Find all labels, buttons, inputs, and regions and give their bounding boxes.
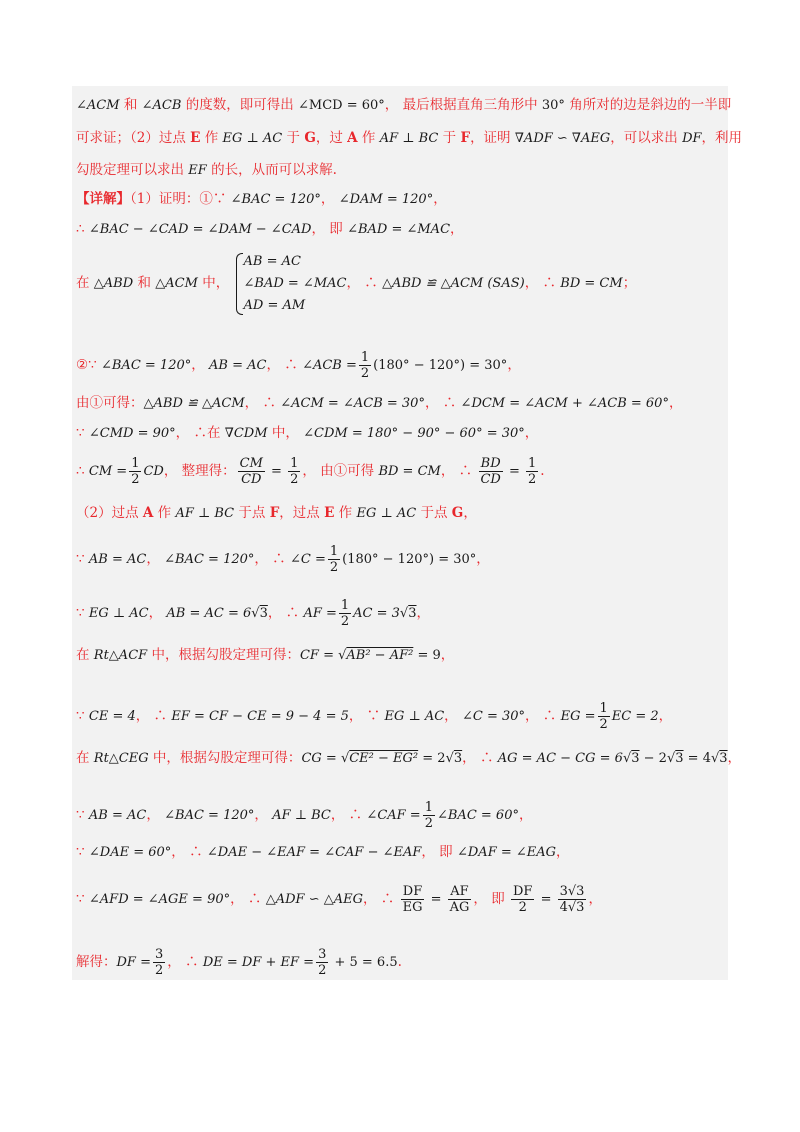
radicand: CE² − EG² [349, 751, 419, 766]
sqrt: √3 [710, 751, 728, 766]
math: △ABD ≌ △ACM [143, 396, 245, 411]
math: ∠CAF = [366, 808, 421, 823]
math: = [504, 464, 524, 479]
text: 于点 [416, 505, 452, 521]
math: = 9 [413, 648, 441, 663]
detail-line-6 [76, 423, 538, 444]
fraction [359, 350, 371, 381]
text: ， ∴ [525, 708, 561, 724]
text: ， [146, 807, 165, 823]
numerator: 1 [131, 456, 140, 471]
point-label: A [142, 505, 154, 521]
text: ， ∴ [330, 807, 367, 823]
numerator: 1 [329, 544, 339, 559]
denominator: 2 [131, 472, 140, 487]
math: 30° [541, 98, 565, 113]
denominator: 2 [318, 963, 327, 978]
text: ， [433, 191, 447, 207]
numerator: DF [402, 884, 423, 899]
math: Rt△CEG [93, 751, 149, 766]
text: 作 [200, 130, 223, 146]
text: ， 即 [421, 844, 457, 860]
text: ， ∴ [135, 708, 172, 724]
text: ， ∴ [346, 275, 383, 291]
denominator: CD [241, 472, 262, 487]
fraction [526, 456, 538, 487]
numerator: 3√3 [559, 884, 585, 899]
text: ， [450, 221, 464, 237]
text: 角所对的边是斜边的一半即 [564, 97, 732, 113]
denominator: CD [480, 472, 501, 487]
text: 和 [133, 275, 156, 291]
denominator: EG [402, 900, 423, 915]
math: ∠DAF = ∠EAG [456, 845, 557, 860]
math: △ABD ≌ △ACM (SAS) [382, 276, 525, 291]
denominator: 2 [424, 816, 433, 831]
fraction [511, 884, 534, 915]
text: ， ∴在 [175, 425, 225, 441]
detail-line-4 [76, 350, 521, 381]
fraction [238, 456, 265, 487]
numerator: 3 [154, 947, 164, 962]
math: BD = CM [378, 464, 441, 479]
math: EC = 2 [611, 709, 659, 724]
sqrt: √3 [445, 751, 463, 766]
math: CD [143, 464, 164, 479]
point-label: G [304, 130, 316, 146]
math: ∠CMD = 90° [88, 426, 176, 441]
text: 作 [153, 505, 176, 521]
text: 于 [282, 130, 305, 146]
text: ∵ [76, 844, 89, 860]
text: . [397, 954, 402, 970]
text: ，过 [315, 130, 348, 146]
math: EG ⊥ AC [88, 606, 149, 621]
text: . [540, 463, 545, 479]
fraction [328, 544, 340, 575]
text: ， ∵ [348, 708, 385, 724]
math: AF ⊥ BC [379, 131, 439, 146]
math: AG = AC − CG = 6 [497, 751, 623, 766]
text: ， [658, 708, 673, 724]
math: − 2 [639, 751, 667, 766]
text: ，证明 [470, 130, 515, 146]
text: ， [463, 505, 477, 521]
denominator: 2 [360, 366, 370, 381]
fraction [423, 800, 435, 831]
detail-line-5 [76, 393, 682, 414]
sqrt: √AB² − AF² [338, 648, 414, 663]
text: 于 [438, 130, 461, 146]
point-label: E [324, 505, 335, 521]
math: (180° − 120°) = 30° [373, 358, 508, 373]
math: EG ⊥ AC [384, 709, 445, 724]
detail-line-1 [76, 189, 447, 210]
detail-line-3 [76, 250, 636, 317]
text: 在 [76, 750, 94, 766]
system-row: AD = AM [243, 297, 306, 313]
text: ， 即 [311, 221, 348, 237]
math: ∠C = 30° [461, 709, 526, 724]
radicand: 3 [719, 751, 728, 766]
equation-system [234, 251, 347, 317]
detail-line-7 [76, 456, 545, 487]
sqrt: √CE² − EG² [340, 751, 419, 766]
text: ， [191, 357, 210, 373]
detail-line-8 [76, 503, 477, 524]
text: 勾股定理可以求出 [76, 162, 189, 178]
text: ， ∴ [266, 357, 303, 373]
text: ， [320, 191, 339, 207]
denominator: 2 [154, 963, 164, 978]
detail-tag: 【详解】 [76, 191, 130, 207]
math: ∠BAD = ∠MAC [347, 222, 451, 237]
math: Rt△ACF [93, 648, 148, 663]
sqrt: √3 [399, 606, 417, 621]
math: AB = AC [209, 358, 267, 373]
denominator: 2 [329, 560, 339, 575]
text: ， ∴ [424, 395, 461, 411]
fraction [598, 701, 610, 732]
math: AB = AC = 6 [166, 606, 252, 621]
text: ， ∴ [244, 395, 281, 411]
text: ， [518, 807, 533, 823]
math: ∠BAC = 120° [100, 358, 192, 373]
text: ， [556, 844, 570, 860]
text: 作 [357, 130, 380, 146]
math: ∠DAE − ∠EAF = ∠CAF − ∠EAF [206, 845, 422, 860]
text: ， [668, 395, 683, 411]
math: ∠BAC = 120° [164, 808, 255, 823]
fraction [478, 456, 502, 487]
text: 的长，从而可以求解. [206, 162, 337, 178]
text: ∵ [76, 807, 89, 823]
math: = [426, 892, 446, 907]
math: = 2 [418, 751, 446, 766]
fraction [129, 456, 141, 487]
text: ， [416, 605, 430, 621]
text: ， ∴ [362, 891, 399, 907]
math: AC = 3 [353, 606, 400, 621]
text: ∵ [76, 551, 89, 567]
math: ∠AFD = ∠AGE = 90° [88, 892, 231, 907]
text: ， 即 [473, 891, 509, 907]
text: ， 整理得： [163, 463, 236, 479]
math: △ADF ∽ △AEG [265, 892, 363, 907]
math: BD = CM [560, 276, 623, 291]
math: AF ⊥ BC [175, 506, 235, 521]
text: ， ∴ [254, 551, 290, 567]
radicand: 3 [631, 751, 640, 766]
text: ∵ [76, 891, 89, 907]
text: ， [254, 807, 273, 823]
denominator: 2 [518, 900, 527, 915]
text: ∴ [76, 463, 89, 479]
math: EF [188, 163, 207, 178]
denominator: 2 [599, 717, 608, 732]
math: CG = [301, 751, 341, 766]
denominator: 2 [290, 472, 299, 487]
point-label: E [190, 130, 201, 146]
math: AF = [303, 606, 337, 621]
detail-line-16 [76, 884, 602, 915]
point-label: G [451, 505, 464, 521]
radicand: 3 [408, 606, 417, 621]
system-row: AB = AC [243, 253, 301, 269]
math: △ABD [93, 276, 134, 291]
numerator: BD [480, 456, 501, 471]
point-label: F [460, 130, 471, 146]
math: DF = [116, 955, 151, 970]
text: ②∵ [76, 357, 101, 373]
numerator: AF [450, 884, 469, 899]
math: CF = [299, 648, 339, 663]
text: 可求证；（2）过点 [76, 130, 191, 146]
numerator: 1 [340, 598, 350, 613]
math: ∠DAE = 60° [88, 845, 172, 860]
fraction [288, 456, 300, 487]
text: ，过点 [279, 505, 325, 521]
math: AB = AC [88, 552, 147, 567]
point-label: A [347, 130, 358, 146]
text: ， [444, 708, 462, 724]
text: （2）过点 [76, 505, 143, 521]
math: ∠C = [289, 552, 326, 567]
text: ， [524, 425, 539, 441]
text: ，可以求出 [610, 130, 683, 146]
detail-line-11 [76, 645, 454, 666]
math: ∠ACM [76, 98, 120, 113]
math: ∠BAC = 60° [436, 808, 519, 823]
math: △ACM [155, 276, 198, 291]
math: EG ⊥ AC [356, 506, 417, 521]
text: ， [440, 647, 455, 663]
math: ∇ADF ∽ ∇AEG [514, 131, 611, 146]
analysis-line-2 [76, 128, 742, 149]
math: = [536, 892, 556, 907]
text: ∵ [76, 425, 89, 441]
text: ， ∴ [524, 275, 561, 291]
text: 中，根据勾股定理可得： [148, 750, 302, 766]
math: + 5 = 6.5 [330, 955, 398, 970]
math: DF [682, 131, 702, 146]
fraction [339, 598, 351, 629]
denominator: 2 [340, 614, 350, 629]
math: AF ⊥ BC [272, 808, 331, 823]
analysis-line-3 [76, 160, 337, 181]
numerator: DF [513, 884, 533, 899]
numerator: 1 [528, 456, 537, 471]
math: = [266, 464, 287, 479]
math: EG ⊥ AC [222, 131, 283, 146]
radicand: 3 [453, 751, 463, 766]
text: ， [476, 551, 490, 567]
math: CM = [88, 464, 128, 479]
text: ， ∴ [267, 605, 304, 621]
text: ， [507, 357, 521, 373]
sqrt: √3 [251, 606, 268, 621]
math: (180° − 120°) = 30° [342, 552, 477, 567]
math: ∠CDM = 180° − 90° − 60° = 30° [303, 426, 525, 441]
math: ∠MCD = 60° [298, 98, 385, 113]
math: EF = CF − CE = 9 − 4 = 5 [171, 709, 349, 724]
detail-line-13 [76, 748, 741, 769]
text: ， [146, 551, 165, 567]
math: ∠BAC = 120° [230, 192, 321, 207]
detail-line-15 [76, 842, 570, 863]
math: EG = [560, 709, 596, 724]
math: = 4 [683, 751, 711, 766]
numerator: 1 [360, 350, 370, 365]
point-label: F [269, 505, 280, 521]
numerator: 1 [424, 800, 433, 815]
detail-line-9 [76, 544, 490, 575]
text: 由①可得： [76, 395, 144, 411]
detail-line-17 [76, 947, 402, 978]
detail-line-10 [76, 598, 430, 629]
denominator: 4√3 [559, 900, 585, 915]
detail-line-12 [76, 701, 672, 732]
radicand: 3 [259, 606, 268, 621]
text: ， ∴ [462, 750, 498, 766]
numerator: 3 [318, 947, 327, 962]
text: ， 由①可得 [302, 463, 379, 479]
text: 和 [119, 97, 142, 113]
radicand: AB² − AF² [346, 648, 414, 663]
numerator: 1 [290, 456, 299, 471]
text: 的度数，即可得出 [181, 97, 299, 113]
fraction [401, 884, 425, 915]
text: 中，根据勾股定理可得： [147, 647, 300, 663]
fraction [448, 884, 472, 915]
math: AB = AC [88, 808, 147, 823]
text: 于点 [234, 505, 270, 521]
analysis-line-1 [76, 95, 731, 116]
text: ， 最后根据直角三角形中 [384, 97, 542, 113]
text: ， ∴ [167, 954, 203, 970]
text: ∴ [76, 221, 89, 237]
text: 中， [267, 425, 304, 441]
text: 中， [197, 275, 230, 291]
numerator: 1 [599, 701, 608, 716]
math: ∠BAC − ∠CAD = ∠DAM − ∠CAD [88, 222, 312, 237]
sqrt: √3 [666, 751, 684, 766]
detail-line-2 [76, 219, 464, 240]
text: ∵ [76, 708, 89, 724]
text: ， [148, 605, 167, 621]
text: ， [727, 750, 742, 766]
text: ，利用 [701, 130, 743, 146]
denominator: 2 [528, 472, 537, 487]
sqrt: √3 [622, 751, 640, 766]
text: ， [588, 891, 602, 907]
radicand: 3 [675, 751, 684, 766]
text: ， ∴ [440, 463, 477, 479]
text: 解得： [76, 954, 117, 970]
fraction [316, 947, 328, 978]
detail-line-14 [76, 800, 532, 831]
numerator: CM [239, 456, 263, 471]
math: ∠ACM = ∠ACB = 30° [280, 396, 425, 411]
math: CE = 4 [88, 709, 136, 724]
denominator: AG [449, 900, 470, 915]
math: ∠BAC = 120° [164, 552, 255, 567]
text: ∵ [76, 605, 89, 621]
text: ， ∴ [171, 844, 207, 860]
math: DE = DF + EF = [202, 955, 315, 970]
fraction [153, 947, 165, 978]
text: （1）证明：①∵ [130, 191, 231, 207]
math: ∠DAM = 120° [338, 192, 434, 207]
text: 作 [334, 505, 357, 521]
text: 在 [76, 647, 94, 663]
math: ∠ACB = [302, 358, 357, 373]
system-row: ∠BAD = ∠MAC [243, 275, 347, 291]
math: ∠DCM = ∠ACM + ∠ACB = 60° [460, 396, 669, 411]
fraction [558, 884, 587, 915]
text: ； [622, 275, 637, 291]
text: ， ∴ [230, 891, 266, 907]
math: ∠ACB [141, 98, 182, 113]
math: ∇CDM [224, 426, 268, 441]
text: 在 [76, 275, 94, 291]
